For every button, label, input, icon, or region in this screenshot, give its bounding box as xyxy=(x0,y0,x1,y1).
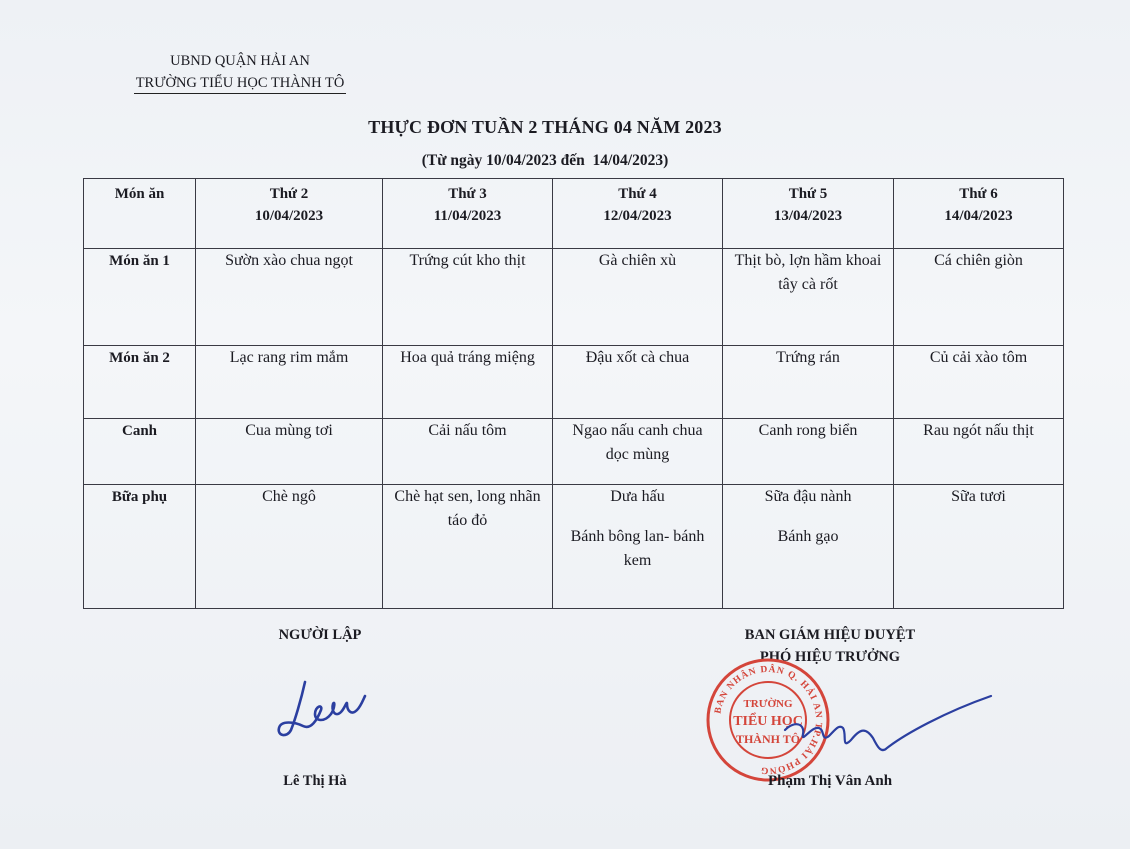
menu-cell: Đậu xốt cà chua xyxy=(553,346,723,419)
menu-date-range: (Từ ngày 10/04/2023 đến 14/04/2023) xyxy=(421,152,669,169)
menu-cell: Rau ngót nấu thịt xyxy=(894,419,1064,485)
svg-text:BAN NHÂN DÂN Q. HẢI AN TP.HẢI: BAN NHÂN DÂN Q. HẢI AN TP.HẢI PHÒNG xyxy=(713,664,824,776)
day-name: Thứ 5 xyxy=(788,186,828,202)
menu-cell xyxy=(553,485,723,609)
school-header xyxy=(105,50,375,94)
weekly-menu-table xyxy=(83,178,1064,609)
svg-text:TRƯỜNG: TRƯỜNG xyxy=(743,698,793,710)
day-header xyxy=(553,179,723,249)
row-label: Món ăn 2 xyxy=(84,346,196,419)
menu-cell: Ngao nấu canh chua dọc mùng xyxy=(553,419,723,485)
table-header-row xyxy=(84,179,1064,249)
menu-cell: Trứng cút kho thịt xyxy=(383,249,553,346)
svg-text:THÀNH TÔ: THÀNH TÔ xyxy=(735,732,801,746)
menu-cell: Cá chiên giòn xyxy=(894,249,1064,346)
menu-cell: Sườn xào chua ngọt xyxy=(196,249,383,346)
day-name: Thứ 6 xyxy=(959,186,998,202)
table-row-mon-an-1 xyxy=(84,249,1064,346)
menu-cell xyxy=(196,485,383,609)
menu-title: THỰC ĐƠN TUẦN 2 THÁNG 04 NĂM 2023 xyxy=(368,117,722,137)
menu-item: Sữa đậu nành xyxy=(764,488,852,505)
menu-cell: Cua mùng tơi xyxy=(196,419,383,485)
menu-item: Dưa hấu xyxy=(610,488,665,505)
svg-text:TIỂU HỌC: TIỂU HỌC xyxy=(733,714,803,729)
day-header xyxy=(894,179,1064,249)
menu-cell: Thịt bò, lợn hầm khoai tây cà rốt xyxy=(723,249,894,346)
day-date: 11/04/2023 xyxy=(433,208,502,224)
day-name: Thứ 3 xyxy=(448,186,487,202)
preparer-name: Lê Thị Hà xyxy=(283,773,347,789)
menu-cell xyxy=(723,485,894,609)
day-date: 14/04/2023 xyxy=(944,208,1013,224)
day-date: 13/04/2023 xyxy=(773,208,843,224)
menu-cell: Canh rong biển xyxy=(723,419,894,485)
menu-item: Sữa tươi xyxy=(951,488,1006,505)
table-row-mon-an-2 xyxy=(84,346,1064,419)
day-header xyxy=(383,179,553,249)
preparer-role: NGƯỜI LẬP xyxy=(278,627,362,643)
day-name: Thứ 2 xyxy=(269,186,309,202)
table-row-bua-phu xyxy=(84,485,1064,609)
corner-header: Món ăn xyxy=(84,179,196,249)
row-label: Bữa phụ xyxy=(84,485,196,609)
menu-cell: Hoa quả tráng miệng xyxy=(383,346,553,419)
menu-cell: Cải nấu tôm xyxy=(383,419,553,485)
row-label: Món ăn 1 xyxy=(84,249,196,346)
district-name: UBND QUẬN HẢI AN xyxy=(170,53,310,69)
table-row-canh xyxy=(84,419,1064,485)
menu-item: Chè hạt sen, long nhãn táo đỏ xyxy=(394,488,541,529)
menu-cell: Trứng rán xyxy=(723,346,894,419)
day-header xyxy=(723,179,894,249)
day-date: 10/04/2023 xyxy=(254,208,324,224)
menu-item: Bánh bông lan- bánh kem xyxy=(570,528,705,569)
school-name: TRƯỜNG TIỂU HỌC THÀNH TÔ xyxy=(134,73,347,94)
day-name: Thứ 4 xyxy=(618,186,657,202)
menu-cell xyxy=(383,485,553,609)
approver-name: Phạm Thị Vân Anh xyxy=(767,773,893,789)
approver-signature-icon xyxy=(755,690,1005,780)
day-header xyxy=(196,179,383,249)
menu-cell: Củ cải xào tôm xyxy=(894,346,1064,419)
menu-item: Chè ngô xyxy=(262,488,316,505)
menu-cell: Gà chiên xù xyxy=(553,249,723,346)
preparer-signature-icon xyxy=(265,670,385,750)
approver-board: BAN GIÁM HIỆU DUYỆT xyxy=(744,627,916,643)
menu-cell xyxy=(894,485,1064,609)
row-label: Canh xyxy=(84,419,196,485)
menu-item: Bánh gạo xyxy=(777,528,839,545)
day-date: 12/04/2023 xyxy=(603,208,672,224)
approver-role: PHÓ HIỆU TRƯỞNG xyxy=(759,649,901,665)
menu-cell: Lạc rang rim mắm xyxy=(196,346,383,419)
